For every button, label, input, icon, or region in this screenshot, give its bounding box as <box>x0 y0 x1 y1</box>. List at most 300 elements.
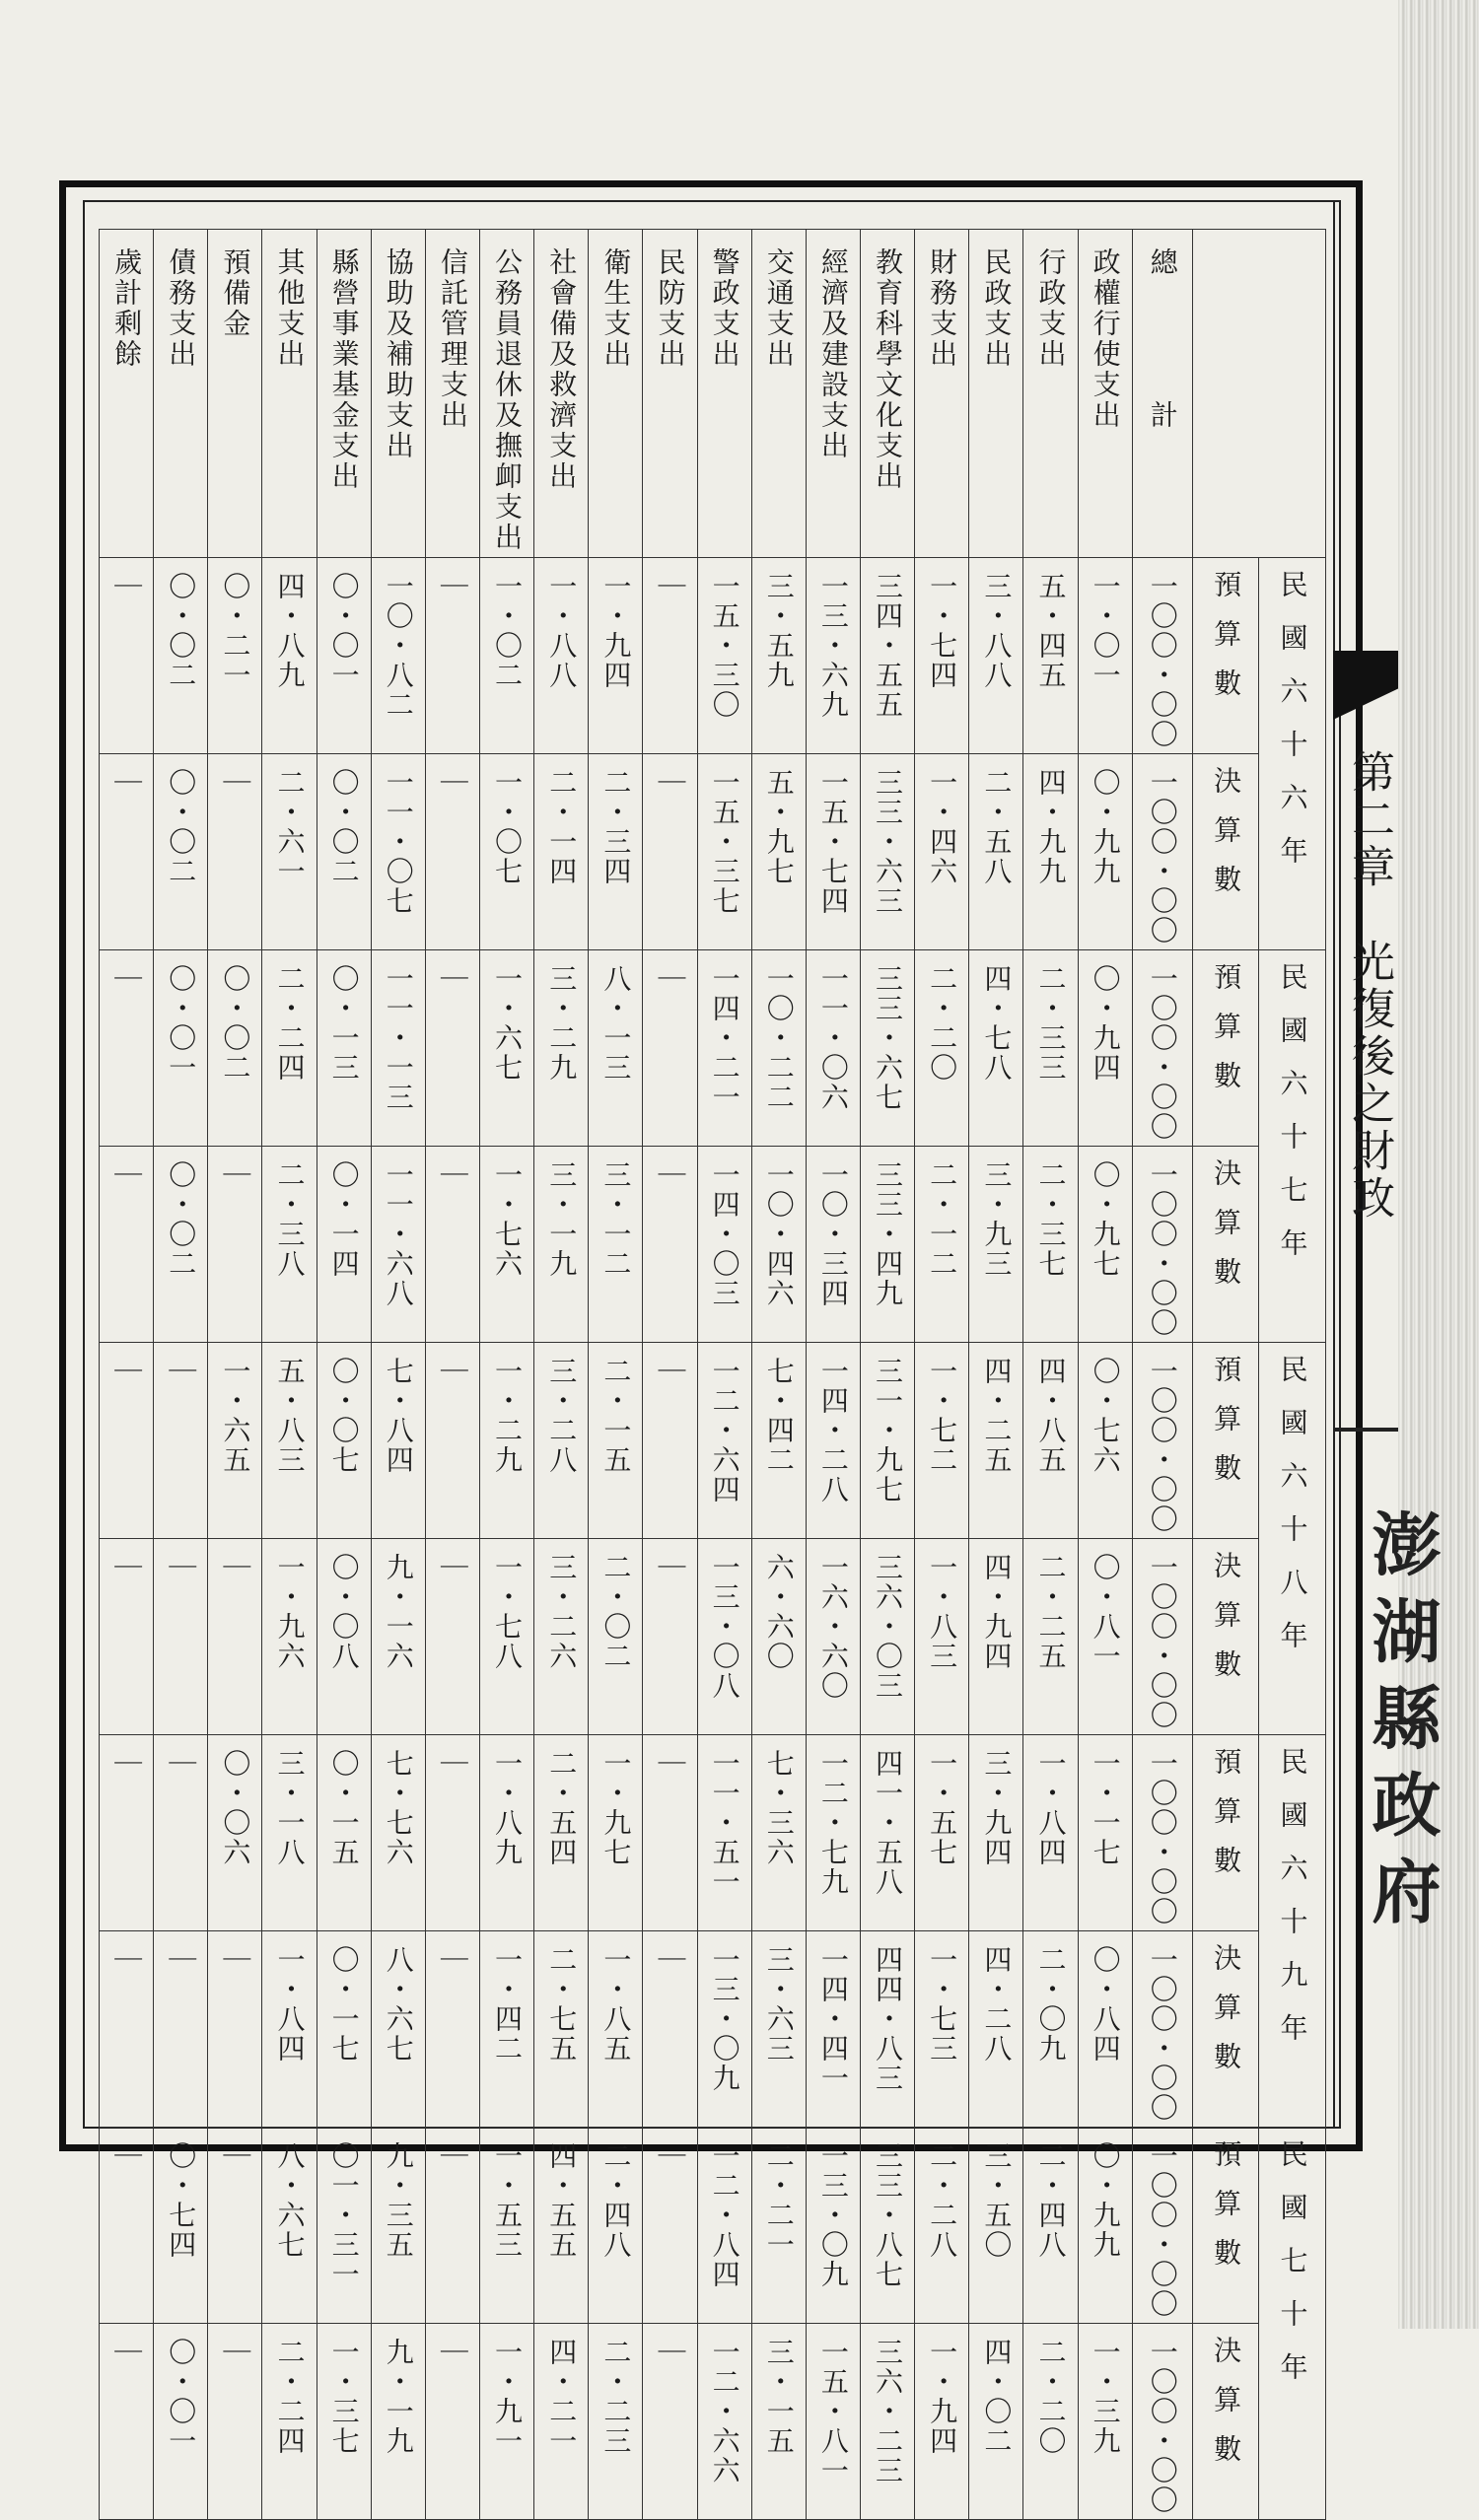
value-text: 〇・九九 <box>1089 768 1122 886</box>
value-type-cell <box>1192 1539 1258 1735</box>
value-text: 九・一六 <box>382 1553 415 1671</box>
value-cell <box>317 754 371 950</box>
value-cell <box>751 2128 806 2324</box>
total-cell <box>1132 1539 1192 1735</box>
value-text: ｜ <box>110 2141 144 2171</box>
value-cell <box>425 558 479 754</box>
value-text: ｜ <box>110 1749 144 1779</box>
total-label: 總 計 <box>1146 247 1179 431</box>
category-label: 衛生支出 <box>599 247 633 370</box>
value-type-label: 預算數 <box>1210 1747 1243 1895</box>
value-text: 一・七三 <box>926 1945 959 2064</box>
value-text: ｜ <box>110 572 144 601</box>
value-text: 〇・八四 <box>1089 1945 1122 2064</box>
value-cell <box>317 950 371 1147</box>
value-text: 一・九四 <box>926 2338 959 2456</box>
value-cell <box>697 1735 751 1931</box>
value-type-cell <box>1192 1147 1258 1343</box>
value-text: 二・二〇 <box>1034 2338 1068 2456</box>
year-label: 民國六十六年 <box>1276 570 1309 889</box>
value-cell <box>154 1343 208 1539</box>
value-text: ｜ <box>436 964 469 994</box>
category-label: 警政支出 <box>708 247 741 370</box>
value-text: ｜ <box>436 572 469 601</box>
value-cell <box>806 950 860 1147</box>
value-cell <box>969 950 1023 1147</box>
value-cell <box>425 1343 479 1539</box>
value-cell <box>969 1931 1023 2128</box>
value-text: ｜ <box>436 2141 469 2171</box>
value-text: 一・〇二 <box>491 572 525 690</box>
value-cell <box>697 754 751 950</box>
value-cell <box>697 558 751 754</box>
value-cell <box>534 1539 589 1735</box>
value-cell <box>154 2128 208 2324</box>
value-cell <box>915 754 969 950</box>
value-type-label: 決算數 <box>1210 1943 1243 2091</box>
value-text: ｜ <box>165 1749 198 1779</box>
value-text: 二・二八 <box>926 2141 959 2260</box>
value-text: 〇・一三 <box>327 964 361 1083</box>
value-cell <box>479 754 533 950</box>
value-cell <box>317 2324 371 2520</box>
value-cell <box>262 2128 317 2324</box>
value-text: 一五・三七 <box>708 768 741 916</box>
total-value: 一〇〇・〇〇 <box>1146 768 1179 945</box>
value-cell <box>697 2128 751 2324</box>
value-type-label: 決算數 <box>1210 2336 1243 2484</box>
value-text: 一・九七 <box>599 1749 633 1867</box>
value-cell <box>806 1343 860 1539</box>
value-cell <box>589 2324 643 2520</box>
category-label: 社會備及救濟支出 <box>545 247 579 492</box>
value-cell <box>534 754 589 950</box>
total-cell <box>1132 1735 1192 1931</box>
value-cell <box>751 1931 806 2128</box>
value-cell <box>154 754 208 950</box>
year-cell <box>1259 1343 1325 1735</box>
category-header <box>371 230 425 558</box>
value-text: 一五・三〇 <box>708 572 741 720</box>
value-text: 四・七八 <box>980 964 1014 1083</box>
value-cell <box>589 1343 643 1539</box>
value-cell <box>1023 558 1078 754</box>
value-text: 一・八四 <box>273 1945 307 2064</box>
value-text: 四・二一 <box>545 2338 579 2456</box>
value-cell <box>643 1539 697 1735</box>
chapter-tab-mark <box>1333 651 1398 720</box>
county-title: 澎湖縣政府 <box>1361 1508 1443 1942</box>
value-text: 一・〇七 <box>491 768 525 886</box>
value-cell <box>1078 2324 1132 2520</box>
value-cell <box>100 950 154 1147</box>
value-text: 一・四六 <box>926 768 959 886</box>
value-text: 三・二六 <box>545 1553 579 1671</box>
value-cell <box>154 2324 208 2520</box>
table-row <box>100 1735 1326 1931</box>
value-cell <box>643 1931 697 2128</box>
value-cell <box>371 558 425 754</box>
value-text: 八・六七 <box>273 2141 307 2260</box>
value-text: ｜ <box>219 2338 252 2367</box>
category-header <box>208 230 262 558</box>
value-text: 三・一二 <box>599 1160 633 1279</box>
year-label: 民國六十九年 <box>1276 1747 1309 2066</box>
value-text: 〇・〇二 <box>165 572 198 690</box>
value-cell <box>371 2128 425 2324</box>
value-text: 一〇・三四 <box>816 1160 850 1308</box>
table-row <box>100 754 1326 950</box>
category-header <box>643 230 697 558</box>
value-cell <box>262 950 317 1147</box>
value-cell <box>371 2324 425 2520</box>
value-cell <box>806 2324 860 2520</box>
value-text: 二・三八 <box>273 1160 307 1279</box>
value-cell <box>479 2324 533 2520</box>
value-cell <box>100 754 154 950</box>
value-cell <box>915 1147 969 1343</box>
value-text: ｜ <box>165 1357 198 1386</box>
value-cell <box>643 558 697 754</box>
value-cell <box>969 558 1023 754</box>
category-header <box>915 230 969 558</box>
value-text: ｜ <box>219 2141 252 2171</box>
value-cell <box>1078 754 1132 950</box>
value-text: 四・五五 <box>545 2141 579 2260</box>
value-text: 〇・二一 <box>219 572 252 690</box>
value-cell <box>100 558 154 754</box>
value-text: 一・七六 <box>491 1160 525 1279</box>
value-text: 一・七二 <box>926 1357 959 1475</box>
value-text: 六・六〇 <box>762 1553 796 1671</box>
value-text: 一・八三 <box>926 1553 959 1671</box>
value-text: ｜ <box>654 1553 687 1582</box>
value-cell <box>969 1147 1023 1343</box>
value-text: 九・一九 <box>382 2338 415 2456</box>
value-cell <box>806 1147 860 1343</box>
value-text: 一四・二一 <box>708 964 741 1112</box>
value-text: 〇・一五 <box>327 1749 361 1867</box>
value-type-cell <box>1192 2128 1258 2324</box>
category-label: 債務支出 <box>165 247 198 370</box>
value-cell <box>969 1735 1023 1931</box>
value-text: ｜ <box>436 2338 469 2367</box>
value-cell <box>860 754 914 950</box>
value-text: 四四・八三 <box>872 1945 905 2093</box>
value-text: 〇・〇二 <box>165 1160 198 1279</box>
year-cell <box>1259 1735 1325 2128</box>
value-cell <box>208 1735 262 1931</box>
value-cell <box>100 1147 154 1343</box>
value-cell <box>317 1343 371 1539</box>
value-text: 二・三七 <box>1034 1160 1068 1279</box>
value-cell <box>534 2128 589 2324</box>
value-cell <box>534 1931 589 2128</box>
total-value: 一〇〇・〇〇 <box>1146 1553 1179 1730</box>
table-row <box>100 1931 1326 2128</box>
value-text: ｜ <box>110 1160 144 1190</box>
value-cell <box>751 1147 806 1343</box>
value-text: 二・六一 <box>273 768 307 886</box>
value-text: 〇・〇七 <box>327 1357 361 1475</box>
value-text: ｜ <box>436 1553 469 1582</box>
value-text: 〇・〇六 <box>219 1749 252 1867</box>
value-text: 二・二〇 <box>926 964 959 1083</box>
value-text: ｜ <box>654 1357 687 1386</box>
value-text: ｜ <box>436 1945 469 1975</box>
value-cell <box>208 754 262 950</box>
value-text: 〇・〇二 <box>165 768 198 886</box>
value-text: ｜ <box>654 1945 687 1975</box>
value-cell <box>371 754 425 950</box>
value-text: 二・七五 <box>545 1945 579 2064</box>
value-cell <box>262 1931 317 2128</box>
value-cell <box>1023 754 1078 950</box>
value-cell <box>915 1539 969 1735</box>
value-text: 四・二五 <box>980 1357 1014 1475</box>
category-header <box>317 230 371 558</box>
value-cell <box>860 2128 914 2324</box>
value-cell <box>317 1539 371 1735</box>
value-text: ｜ <box>219 1945 252 1975</box>
value-cell <box>371 1539 425 1735</box>
value-cell <box>425 754 479 950</box>
value-text: 二・〇九 <box>1034 1945 1068 2064</box>
value-cell <box>208 1343 262 1539</box>
value-text: 三六・二三 <box>872 2338 905 2485</box>
value-text: ｜ <box>110 768 144 798</box>
value-text: 二・五八 <box>980 768 1014 886</box>
value-cell <box>860 558 914 754</box>
value-text: 一〇・四六 <box>762 1160 796 1308</box>
value-text: 一五・八一 <box>816 2338 850 2485</box>
value-cell <box>915 2128 969 2324</box>
value-text: 〇・〇一 <box>165 2338 198 2456</box>
table-row <box>100 950 1326 1147</box>
value-cell <box>425 1931 479 2128</box>
total-value: 一〇〇・〇〇 <box>1146 1749 1179 1926</box>
value-text: 九・三五 <box>382 2141 415 2260</box>
value-cell <box>534 558 589 754</box>
value-cell <box>751 2324 806 2520</box>
value-text: 一一・五一 <box>708 1749 741 1897</box>
value-text: 八・一三 <box>599 964 633 1083</box>
value-cell <box>1023 1539 1078 1735</box>
total-value: 一〇〇・〇〇 <box>1146 1945 1179 2123</box>
total-cell <box>1132 1931 1192 2128</box>
value-text: 一四・二八 <box>816 1357 850 1505</box>
value-type-cell <box>1192 1735 1258 1931</box>
value-text: 一二・六六 <box>708 2338 741 2485</box>
value-text: 四・八五 <box>1034 1357 1068 1475</box>
value-cell <box>317 558 371 754</box>
value-text: 〇・七四 <box>165 2141 198 2260</box>
value-cell <box>1078 950 1132 1147</box>
value-cell <box>1023 1147 1078 1343</box>
value-text: 四・二八 <box>980 1945 1014 2064</box>
value-text: 三三・六三 <box>872 768 905 916</box>
value-text: 三・五〇 <box>980 2141 1014 2260</box>
value-cell <box>479 1735 533 1931</box>
value-text: ｜ <box>654 572 687 601</box>
value-text: 一・三九 <box>1089 2338 1122 2456</box>
value-type-label: 預算數 <box>1210 1355 1243 1503</box>
category-header <box>697 230 751 558</box>
value-text: 三四・五五 <box>872 572 905 720</box>
value-cell <box>154 1147 208 1343</box>
value-cell <box>860 2324 914 2520</box>
total-cell <box>1132 2324 1192 2520</box>
value-cell <box>262 1147 317 1343</box>
value-cell <box>1023 950 1078 1147</box>
value-cell <box>100 1735 154 1931</box>
value-text: ｜ <box>110 964 144 994</box>
value-type-label: 決算數 <box>1210 766 1243 914</box>
value-cell <box>806 558 860 754</box>
value-cell <box>534 1147 589 1343</box>
value-text: 一三・〇八 <box>708 1553 741 1701</box>
total-value: 一〇〇・〇〇 <box>1146 964 1179 1142</box>
value-text: 二・三三 <box>1034 964 1068 1083</box>
value-cell <box>860 1343 914 1539</box>
value-text: 三・一八 <box>273 1749 307 1867</box>
value-cell <box>589 1147 643 1343</box>
value-type-cell <box>1192 558 1258 754</box>
total-cell <box>1132 558 1192 754</box>
value-cell <box>1078 1343 1132 1539</box>
total-cell <box>1132 1147 1192 1343</box>
category-label: 行政支出 <box>1034 247 1068 370</box>
value-text: 〇・一四 <box>327 1160 361 1279</box>
value-cell <box>317 1147 371 1343</box>
value-cell <box>806 1931 860 2128</box>
value-cell <box>100 1343 154 1539</box>
value-cell <box>806 754 860 950</box>
category-header <box>425 230 479 558</box>
value-text: 〇・九九 <box>1089 2141 1122 2260</box>
category-label: 民防支出 <box>654 247 687 370</box>
value-text: 一二・六四 <box>708 1357 741 1505</box>
value-cell <box>262 1539 317 1735</box>
value-text: 一・一七 <box>1089 1749 1122 1867</box>
value-cell <box>751 1735 806 1931</box>
value-text: ｜ <box>110 1553 144 1582</box>
category-label: 交通支出 <box>762 247 796 370</box>
value-cell <box>371 950 425 1147</box>
value-cell <box>208 1147 262 1343</box>
value-text: ｜ <box>436 1160 469 1190</box>
value-text: 一四・四一 <box>816 1945 850 2093</box>
value-text: ｜ <box>219 768 252 798</box>
value-text: 〇・〇一 <box>165 964 198 1083</box>
year-cell <box>1259 2128 1325 2520</box>
value-cell <box>915 950 969 1147</box>
value-text: 二・一四 <box>545 768 579 886</box>
total-cell <box>1132 754 1192 950</box>
table-row <box>100 1539 1326 1735</box>
chapter-title: 第二章 光復後之財政 <box>1344 749 1394 1223</box>
value-cell <box>1078 1539 1132 1735</box>
value-text: 二・〇二 <box>599 1553 633 1671</box>
value-cell <box>1023 2324 1078 2520</box>
value-text: 一・九一 <box>491 2338 525 2456</box>
value-cell <box>154 950 208 1147</box>
category-label: 其他支出 <box>273 247 307 370</box>
table-row <box>100 2324 1326 2520</box>
value-cell <box>589 2128 643 2324</box>
table-row <box>100 1343 1326 1539</box>
value-cell <box>806 2128 860 2324</box>
category-header <box>100 230 154 558</box>
value-text: ｜ <box>110 2338 144 2367</box>
value-cell <box>589 1735 643 1931</box>
value-cell <box>1023 1343 1078 1539</box>
value-text: 四・〇二 <box>980 2338 1014 2456</box>
value-text: ｜ <box>165 1553 198 1582</box>
category-header <box>1023 230 1078 558</box>
value-cell <box>100 2128 154 2324</box>
category-header <box>154 230 208 558</box>
value-cell <box>371 1343 425 1539</box>
category-header <box>262 230 317 558</box>
value-text: ｜ <box>110 1945 144 1975</box>
value-cell <box>969 2324 1023 2520</box>
value-cell <box>589 1931 643 2128</box>
header-row <box>100 230 1326 558</box>
value-cell <box>479 2128 533 2324</box>
value-cell <box>208 2128 262 2324</box>
value-text: 二・四八 <box>599 2141 633 2260</box>
value-text: 一・八八 <box>545 572 579 690</box>
value-cell <box>100 1539 154 1735</box>
value-text: 二・二五 <box>1034 1553 1068 1671</box>
value-text: 〇・一七 <box>327 1945 361 2064</box>
value-text: 三一・九七 <box>872 1357 905 1505</box>
value-cell <box>317 1735 371 1931</box>
value-type-cell <box>1192 754 1258 950</box>
category-label: 預備金 <box>219 247 252 339</box>
value-type-label: 預算數 <box>1210 2139 1243 2287</box>
value-text: 四・九九 <box>1034 768 1068 886</box>
value-text: 七・八四 <box>382 1357 415 1475</box>
value-text: 一五・七四 <box>816 768 850 916</box>
total-value: 一〇〇・〇〇 <box>1146 1160 1179 1338</box>
value-cell <box>425 2324 479 2520</box>
value-cell <box>969 1539 1023 1735</box>
total-cell <box>1132 2128 1192 2324</box>
category-label: 協助及補助支出 <box>382 247 415 461</box>
value-cell <box>479 558 533 754</box>
value-cell <box>534 1735 589 1931</box>
value-text: 三・二九 <box>545 964 579 1083</box>
table-row <box>100 2128 1326 2324</box>
value-text: 一・三七 <box>327 2338 361 2456</box>
value-type-cell <box>1192 950 1258 1147</box>
value-text: 三三・八七 <box>872 2141 905 2289</box>
value-cell <box>969 2128 1023 2324</box>
value-cell <box>208 950 262 1147</box>
value-cell <box>915 2324 969 2520</box>
value-cell <box>425 950 479 1147</box>
total-cell <box>1132 950 1192 1147</box>
value-text: 一一・〇七 <box>382 768 415 916</box>
value-cell <box>371 1735 425 1931</box>
value-cell <box>751 558 806 754</box>
value-text: ｜ <box>654 1749 687 1779</box>
value-text: 三三・六七 <box>872 964 905 1112</box>
value-cell <box>806 1735 860 1931</box>
value-cell <box>534 950 589 1147</box>
